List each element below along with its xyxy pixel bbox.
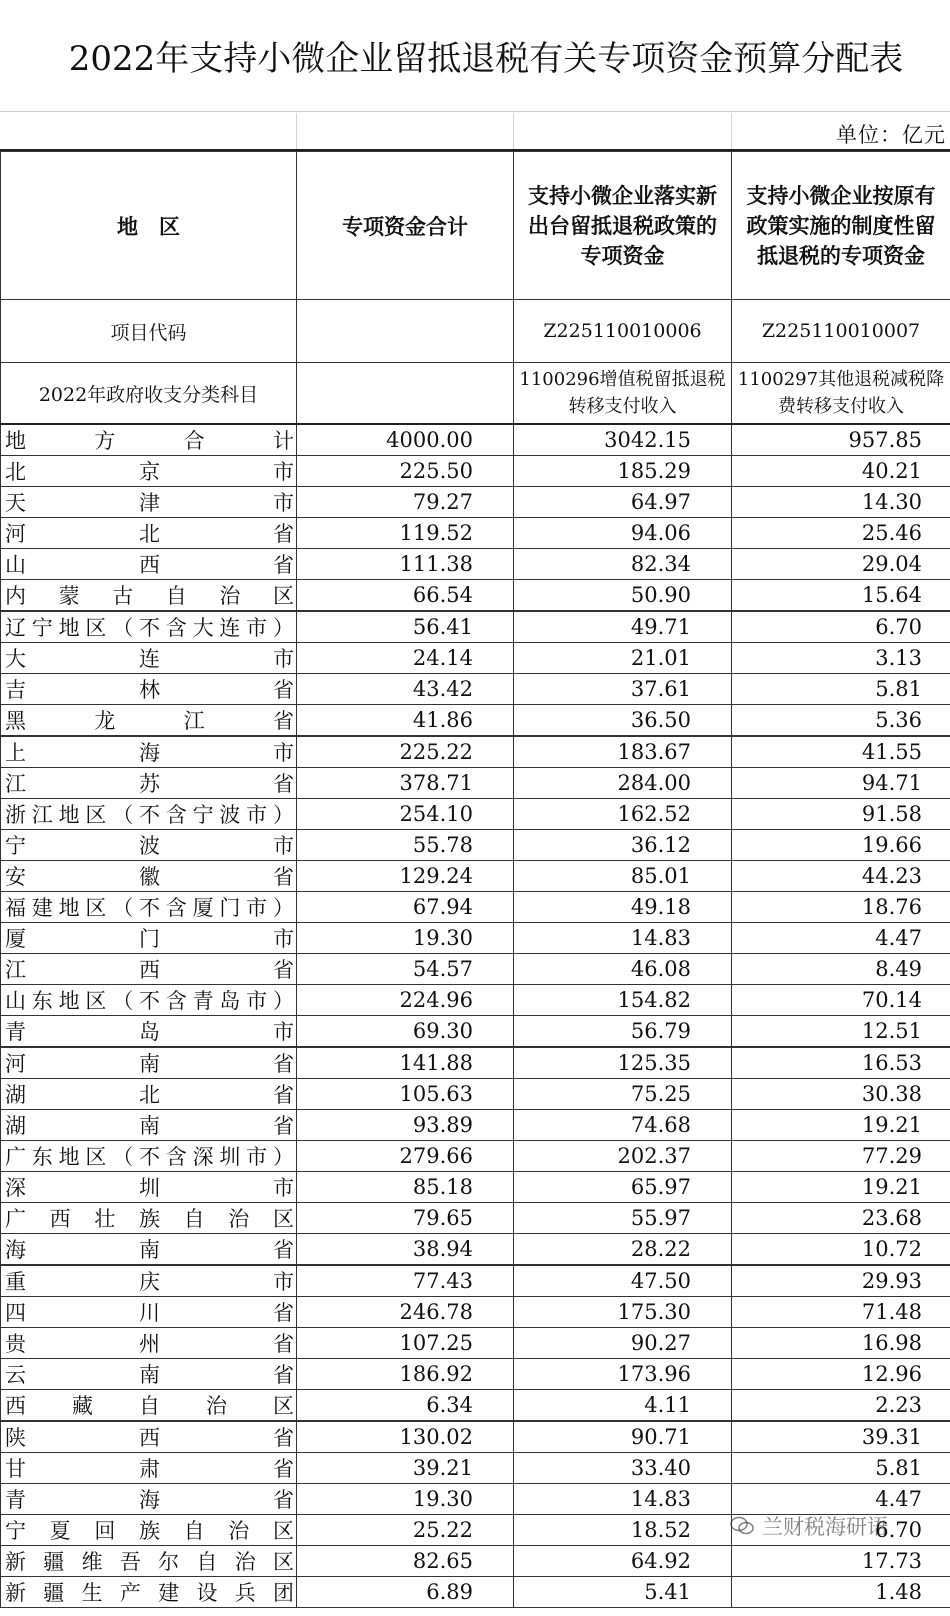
new-policy-cell: 90.27 — [514, 1328, 732, 1359]
region-name: 海 南 省 — [5, 1238, 294, 1262]
region-cell — [1, 768, 297, 799]
table-row — [1, 705, 950, 737]
region-name: 广 西 壮 族 自 治 区 — [5, 1207, 294, 1231]
grid-line — [731, 113, 732, 149]
header-row — [1, 152, 950, 300]
old-policy-cell: 19.21 — [732, 1110, 950, 1141]
table-row — [1, 1203, 950, 1234]
region-name: 贵 州 省 — [5, 1332, 294, 1356]
table-row — [1, 1047, 950, 1079]
wechat-icon — [730, 1516, 754, 1536]
region-cell — [1, 1328, 297, 1359]
region-name: 地 方 合 计 — [5, 429, 294, 453]
old-policy-cell: 18.76 — [732, 892, 950, 923]
grid-line — [296, 113, 297, 149]
old-policy-cell: 40.21 — [732, 456, 950, 487]
table-row — [1, 643, 950, 674]
new-policy-cell: 14.83 — [514, 923, 732, 954]
old-policy-cell: 19.21 — [732, 1172, 950, 1203]
old-policy-cell: 17.73 — [732, 1546, 950, 1577]
total-cell: 41.86 — [297, 705, 514, 737]
new-policy-cell: 4.11 — [514, 1390, 732, 1422]
region-cell — [1, 518, 297, 549]
total-cell: 69.30 — [297, 1016, 514, 1048]
region-cell — [1, 1453, 297, 1484]
watermark-text: 兰财税海研语 — [762, 1515, 888, 1539]
new-policy-cell: 21.01 — [514, 643, 732, 674]
new-policy-cell: 49.71 — [514, 611, 732, 643]
table-row — [1, 487, 950, 518]
region-name: 青 岛 市 — [5, 1020, 294, 1044]
new-policy-cell: 36.50 — [514, 705, 732, 737]
total-cell: 246.78 — [297, 1297, 514, 1328]
table-row — [1, 1297, 950, 1328]
region-name: 宁 夏 回 族 自 治 区 — [5, 1519, 294, 1543]
region-cell — [1, 1265, 297, 1297]
region-name: 辽 宁 地 区 （ 不 含 大 连 市 ） — [5, 616, 294, 640]
old-policy-cell: 77.29 — [732, 1141, 950, 1172]
total-cell: 254.10 — [297, 799, 514, 830]
total-cell: 4000.00 — [297, 424, 514, 456]
new-policy-cell: 154.82 — [514, 985, 732, 1016]
region-cell — [1, 1079, 297, 1110]
new-policy-cell: 64.97 — [514, 487, 732, 518]
old-policy-cell: 4.47 — [732, 1484, 950, 1515]
region-name: 山 西 省 — [5, 553, 294, 577]
region-cell — [1, 923, 297, 954]
total-cell: 129.24 — [297, 861, 514, 892]
table-row — [1, 611, 950, 643]
table-row — [1, 456, 950, 487]
header-old-policy: 支持小微企业按原有政策实施的制度性留抵退税的专项资金 — [732, 152, 950, 300]
table-row — [1, 1079, 950, 1110]
total-cell: 24.14 — [297, 643, 514, 674]
region-name: 河 南 省 — [5, 1052, 294, 1076]
new-policy-cell: 36.12 — [514, 830, 732, 861]
table-row — [1, 861, 950, 892]
table-row — [1, 1141, 950, 1172]
table-row — [1, 580, 950, 612]
table-row — [1, 830, 950, 861]
table-row — [1, 892, 950, 923]
new-policy-cell: 284.00 — [514, 768, 732, 799]
table-row — [1, 1328, 950, 1359]
region-cell — [1, 487, 297, 518]
unit-label: 单位：亿元 — [836, 123, 946, 147]
new-policy-cell: 74.68 — [514, 1110, 732, 1141]
total-cell: 279.66 — [297, 1141, 514, 1172]
region-cell — [1, 424, 297, 456]
old-policy-cell: 30.38 — [732, 1079, 950, 1110]
allocation-table — [0, 151, 950, 1608]
total-cell: 54.57 — [297, 954, 514, 985]
table-row — [1, 424, 950, 456]
table-row — [1, 1234, 950, 1266]
region-cell — [1, 1546, 297, 1577]
total-cell: 119.52 — [297, 518, 514, 549]
subject-row — [1, 363, 950, 425]
watermark — [730, 1506, 940, 1546]
table-row — [1, 954, 950, 985]
project-code-total — [297, 300, 514, 363]
old-policy-cell: 5.36 — [732, 705, 950, 737]
new-policy-cell: 183.67 — [514, 736, 732, 768]
total-cell: 107.25 — [297, 1328, 514, 1359]
region-cell — [1, 705, 297, 737]
old-policy-cell: 44.23 — [732, 861, 950, 892]
old-policy-cell: 71.48 — [732, 1297, 950, 1328]
header-new-policy: 支持小微企业落实新出台留抵退税政策的专项资金 — [514, 152, 732, 300]
region-name: 北 京 市 — [5, 460, 294, 484]
new-policy-cell: 175.30 — [514, 1297, 732, 1328]
old-policy-cell: 1.48 — [732, 1577, 950, 1608]
table-row — [1, 923, 950, 954]
region-cell — [1, 799, 297, 830]
table-row — [1, 768, 950, 799]
new-policy-cell: 75.25 — [514, 1079, 732, 1110]
region-cell — [1, 830, 297, 861]
new-policy-cell: 55.97 — [514, 1203, 732, 1234]
old-policy-cell: 15.64 — [732, 580, 950, 612]
new-policy-cell: 202.37 — [514, 1141, 732, 1172]
old-policy-cell: 12.96 — [732, 1359, 950, 1390]
project-code-row — [1, 300, 950, 363]
total-cell: 186.92 — [297, 1359, 514, 1390]
table-row — [1, 799, 950, 830]
new-policy-cell: 185.29 — [514, 456, 732, 487]
region-name: 福 建 地 区 （ 不 含 厦 门 市 ） — [5, 896, 294, 920]
table-row — [1, 549, 950, 580]
region-cell — [1, 1390, 297, 1422]
new-policy-cell: 64.92 — [514, 1546, 732, 1577]
region-name: 广 东 地 区 （ 不 含 深 圳 市 ） — [5, 1145, 294, 1169]
table-row — [1, 1577, 950, 1608]
region-name: 江 西 省 — [5, 958, 294, 982]
region-name: 内 蒙 古 自 治 区 — [5, 584, 294, 608]
region-name: 湖 北 省 — [5, 1083, 294, 1107]
new-policy-cell: 3042.15 — [514, 424, 732, 456]
new-policy-cell: 50.90 — [514, 580, 732, 612]
region-name: 云 南 省 — [5, 1363, 294, 1387]
new-policy-cell: 33.40 — [514, 1453, 732, 1484]
region-name: 大 连 市 — [5, 647, 294, 671]
new-policy-cell: 90.71 — [514, 1421, 732, 1453]
region-cell — [1, 954, 297, 985]
subject-new: 1100296增值税留抵退税转移支付收入 — [514, 363, 732, 425]
new-policy-cell: 14.83 — [514, 1484, 732, 1515]
region-cell — [1, 549, 297, 580]
region-cell — [1, 861, 297, 892]
table-row — [1, 674, 950, 705]
table-row — [1, 1453, 950, 1484]
table-row — [1, 736, 950, 768]
region-name: 吉 林 省 — [5, 678, 294, 702]
old-policy-cell: 10.72 — [732, 1234, 950, 1266]
region-name: 上 海 市 — [5, 741, 294, 765]
region-name: 深 圳 市 — [5, 1176, 294, 1200]
region-name: 新 疆 维 吾 尔 自 治 区 — [5, 1550, 294, 1574]
region-cell — [1, 892, 297, 923]
table-row — [1, 1172, 950, 1203]
old-policy-cell: 2.23 — [732, 1390, 950, 1422]
region-cell — [1, 985, 297, 1016]
header-region: 地 区 — [1, 152, 297, 300]
unit-row — [0, 113, 950, 151]
old-policy-cell: 6.70 — [732, 611, 950, 643]
subject-old: 1100297其他退税减税降费转移支付收入 — [732, 363, 950, 425]
total-cell: 25.22 — [297, 1515, 514, 1546]
total-cell: 6.89 — [297, 1577, 514, 1608]
header-total: 专项资金合计 — [297, 152, 514, 300]
region-cell — [1, 1047, 297, 1079]
project-code-old: Z225110010007 — [732, 300, 950, 363]
table-row — [1, 1546, 950, 1577]
new-policy-cell: 46.08 — [514, 954, 732, 985]
region-cell — [1, 611, 297, 643]
total-cell: 43.42 — [297, 674, 514, 705]
total-cell: 111.38 — [297, 549, 514, 580]
new-policy-cell: 94.06 — [514, 518, 732, 549]
old-policy-cell: 4.47 — [732, 923, 950, 954]
region-name: 新 疆 生 产 建 设 兵 团 — [5, 1581, 294, 1605]
old-policy-cell: 41.55 — [732, 736, 950, 768]
region-cell — [1, 1577, 297, 1608]
region-cell — [1, 1141, 297, 1172]
total-cell: 55.78 — [297, 830, 514, 861]
region-name: 河 北 省 — [5, 522, 294, 546]
region-name: 西 藏 自 治 区 — [5, 1394, 294, 1418]
old-policy-cell: 19.66 — [732, 830, 950, 861]
old-policy-cell: 14.30 — [732, 487, 950, 518]
old-policy-cell: 3.13 — [732, 643, 950, 674]
region-cell — [1, 1515, 297, 1546]
total-cell: 6.34 — [297, 1390, 514, 1422]
region-name: 宁 波 市 — [5, 834, 294, 858]
region-cell — [1, 1016, 297, 1048]
region-name: 安 徽 省 — [5, 865, 294, 889]
new-policy-cell: 85.01 — [514, 861, 732, 892]
total-cell: 82.65 — [297, 1546, 514, 1577]
region-cell — [1, 456, 297, 487]
region-name: 山 东 地 区 （ 不 含 青 岛 市 ） — [5, 989, 294, 1013]
region-cell — [1, 580, 297, 612]
region-cell — [1, 674, 297, 705]
region-cell — [1, 1234, 297, 1266]
old-policy-cell: 23.68 — [732, 1203, 950, 1234]
new-policy-cell: 47.50 — [514, 1265, 732, 1297]
total-cell: 224.96 — [297, 985, 514, 1016]
region-name: 厦 门 市 — [5, 927, 294, 951]
region-name: 四 川 省 — [5, 1301, 294, 1325]
table-row — [1, 1359, 950, 1390]
total-cell: 38.94 — [297, 1234, 514, 1266]
grid-line — [513, 113, 514, 149]
region-cell — [1, 1110, 297, 1141]
total-cell: 79.65 — [297, 1203, 514, 1234]
total-cell: 130.02 — [297, 1421, 514, 1453]
total-cell: 225.50 — [297, 456, 514, 487]
region-name: 江 苏 省 — [5, 772, 294, 796]
total-cell: 39.21 — [297, 1453, 514, 1484]
region-name: 浙 江 地 区 （ 不 含 宁 波 市 ） — [5, 803, 294, 827]
region-cell — [1, 1359, 297, 1390]
old-policy-cell: 39.31 — [732, 1421, 950, 1453]
old-policy-cell: 25.46 — [732, 518, 950, 549]
new-policy-cell: 28.22 — [514, 1234, 732, 1266]
old-policy-cell: 70.14 — [732, 985, 950, 1016]
table-row — [1, 1110, 950, 1141]
total-cell: 225.22 — [297, 736, 514, 768]
region-cell — [1, 643, 297, 674]
total-cell: 66.54 — [297, 580, 514, 612]
new-policy-cell: 82.34 — [514, 549, 732, 580]
region-cell — [1, 1484, 297, 1515]
region-name: 天 津 市 — [5, 491, 294, 515]
old-policy-cell: 6.70 — [732, 1515, 950, 1546]
old-policy-cell: 8.49 — [732, 954, 950, 985]
total-cell: 85.18 — [297, 1172, 514, 1203]
old-policy-cell: 12.51 — [732, 1016, 950, 1048]
subject-label: 2022年政府收支分类科目 — [1, 363, 297, 425]
project-code-label: 项目代码 — [1, 300, 297, 363]
new-policy-cell: 162.52 — [514, 799, 732, 830]
total-cell: 77.43 — [297, 1265, 514, 1297]
table-body — [1, 424, 950, 1608]
table-row — [1, 1016, 950, 1048]
table-row — [1, 985, 950, 1016]
old-policy-cell: 16.98 — [732, 1328, 950, 1359]
region-name: 湖 南 省 — [5, 1114, 294, 1138]
total-cell: 105.63 — [297, 1079, 514, 1110]
table-row — [1, 518, 950, 549]
region-name: 重 庆 市 — [5, 1270, 294, 1294]
new-policy-cell: 56.79 — [514, 1016, 732, 1048]
new-policy-cell: 49.18 — [514, 892, 732, 923]
page-title: 2022年支持小微企业留抵退税有关专项资金预算分配表 — [0, 0, 950, 112]
old-policy-cell: 957.85 — [732, 424, 950, 456]
region-name: 陕 西 省 — [5, 1426, 294, 1450]
old-policy-cell: 5.81 — [732, 674, 950, 705]
total-cell: 56.41 — [297, 611, 514, 643]
region-name: 青 海 省 — [5, 1488, 294, 1512]
total-cell: 19.30 — [297, 923, 514, 954]
region-cell — [1, 1421, 297, 1453]
table-row — [1, 1390, 950, 1422]
total-cell: 79.27 — [297, 487, 514, 518]
region-cell — [1, 736, 297, 768]
old-policy-cell: 16.53 — [732, 1047, 950, 1079]
new-policy-cell: 173.96 — [514, 1359, 732, 1390]
old-policy-cell: 29.04 — [732, 549, 950, 580]
new-policy-cell: 5.41 — [514, 1577, 732, 1608]
total-cell: 141.88 — [297, 1047, 514, 1079]
old-policy-cell: 5.81 — [732, 1453, 950, 1484]
region-name: 甘 肃 省 — [5, 1457, 294, 1481]
total-cell: 93.89 — [297, 1110, 514, 1141]
new-policy-cell: 125.35 — [514, 1047, 732, 1079]
region-name: 黑 龙 江 省 — [5, 709, 294, 733]
total-cell: 67.94 — [297, 892, 514, 923]
project-code-new: Z225110010006 — [514, 300, 732, 363]
old-policy-cell: 94.71 — [732, 768, 950, 799]
old-policy-cell: 91.58 — [732, 799, 950, 830]
table-row — [1, 1265, 950, 1297]
table-row — [1, 1421, 950, 1453]
new-policy-cell: 18.52 — [514, 1515, 732, 1546]
region-cell — [1, 1203, 297, 1234]
subject-total — [297, 363, 514, 425]
region-cell — [1, 1172, 297, 1203]
old-policy-cell: 29.93 — [732, 1265, 950, 1297]
region-cell — [1, 1297, 297, 1328]
new-policy-cell: 37.61 — [514, 674, 732, 705]
total-cell: 378.71 — [297, 768, 514, 799]
total-cell: 19.30 — [297, 1484, 514, 1515]
new-policy-cell: 65.97 — [514, 1172, 732, 1203]
